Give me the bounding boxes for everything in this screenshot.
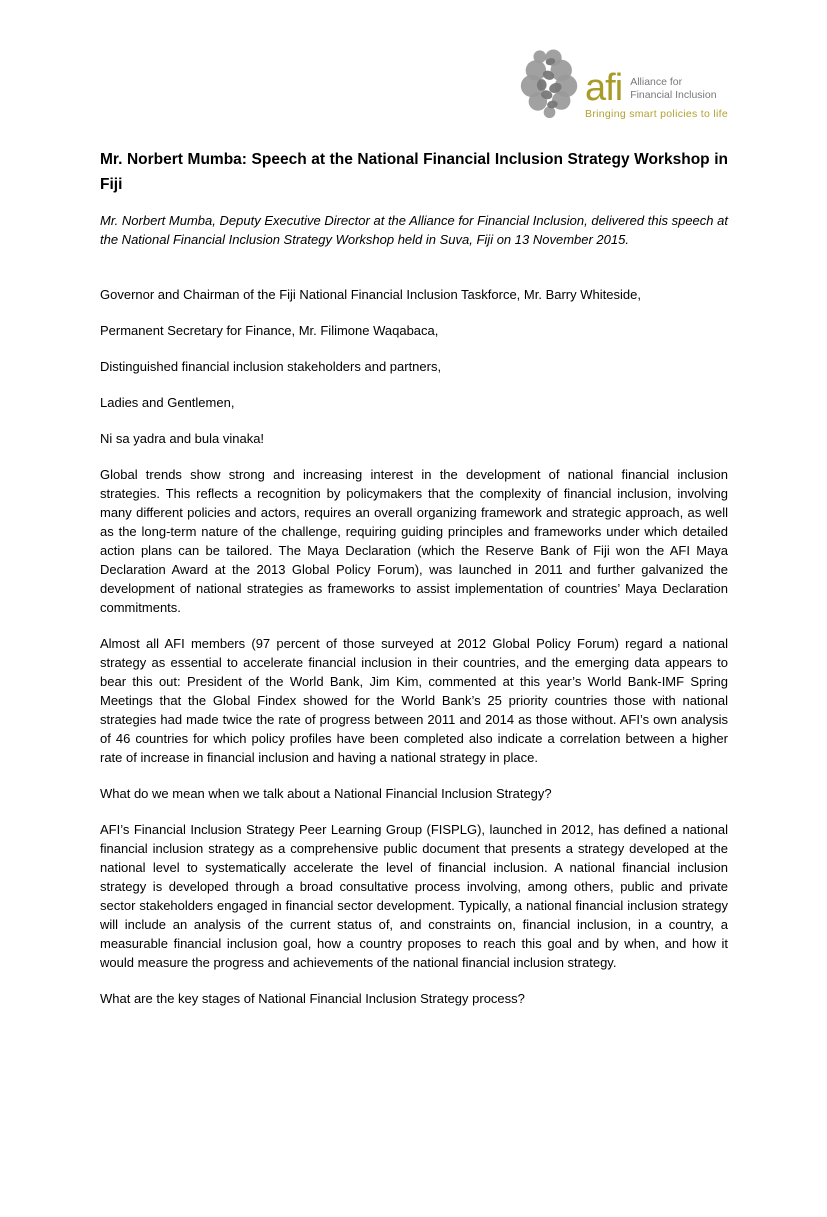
byline: Mr. Norbert Mumba, Deputy Executive Director at the Alliance for Financial Inclusion, delivered this speech at the National Financial Inclusion Strategy Workshop held in Suva, Fiji on 13 November 2015. bbox=[100, 213, 728, 247]
salutation-line-3: Distinguished financial inclusion stakeholders and partners, bbox=[100, 359, 442, 374]
speech-document bbox=[100, 147, 728, 1008]
salutation-line-5: Ni sa yadra and bula vinaka! bbox=[100, 431, 265, 446]
afi-slogan: Bringing smart policies to life bbox=[585, 108, 728, 120]
afi-org-name-line1: Alliance for bbox=[630, 76, 683, 88]
afi-org-name-line2: Financial Inclusion bbox=[630, 88, 717, 101]
afi-logo bbox=[100, 48, 728, 120]
question-what-do-we-mean: What do we mean when we talk about a National Financial Inclusion Strategy? bbox=[100, 786, 552, 801]
salutation-line-2: Permanent Secretary for Finance, Mr. Filimone Waqabaca, bbox=[100, 323, 439, 338]
page-title: Mr. Norbert Mumba: Speech at the National Financial Inclusion Strategy Workshop in Fiji bbox=[100, 151, 728, 193]
salutation-line-1: Governor and Chairman of the Fiji National Financial Inclusion Taskforce, Mr. Barry Whiteside, bbox=[100, 287, 641, 302]
paragraph-fisplg-definition: AFI’s Financial Inclusion Strategy Peer Learning Group (FISPLG), launched in 2012, has defined a national financial inclusion strategy as a comprehensive public document that presents a strategy developed at the national level to systematically accelerate the level of financial inclusion. A national financial inclusion strategy is developed through a broad consultative process involving, among others, public and private sector stakeholders engaged in financial sector development. Typically, a national financial inclusion strategy will include an analysis of the current status of, and constraints on, financial inclusion, in a country, a measurable financial inclusion goal, how a country proposes to reach this goal and by when, and how it would measure the progress and achievements of the national financial inclusion strategy. bbox=[100, 822, 728, 970]
question-key-stages: What are the key stages of National Financial Inclusion Strategy process? bbox=[100, 991, 525, 1006]
afi-wordmark: afi bbox=[585, 67, 623, 109]
paragraph-global-trends: Global trends show strong and increasing interest in the development of national financial inclusion strategies. This reflects a recognition by policymakers that the complexity of financial inclusion, involving many different policies and actors, requires an overall organizing framework and strategic approach, as well as the long-term nature of the challenge, requiring guiding principles and frameworks under which detailed action plans can be tailored. The Maya Declaration (which the Reserve Bank of Fiji won the AFI Maya Declaration Award at the 2013 Global Policy Forum), was launched in 2011 and further galvanized the development of national strategies as frameworks to assist implementation of countries’ Maya Declaration commitments. bbox=[100, 467, 728, 615]
paragraph-afi-members: Almost all AFI members (97 percent of those surveyed at 2012 Global Policy Forum) regard a national strategy as essential to accelerate financial inclusion in their countries, and the emerging data appears to bear this out: President of the World Bank, Jim Kim, commented at this year’s World Bank-IMF Spring Meetings that the Global Findex showed for the World Bank’s 25 priority countries those with national strategies had made twice the rate of progress between 2011 and 2014 as those without. AFI’s own analysis of 46 countries for which policy profiles have been completed also indicate a correlation between a higher rate of increase in financial inclusion and having a national strategy in place. bbox=[100, 636, 728, 765]
afi-org-name bbox=[630, 76, 716, 103]
document-page bbox=[0, 48, 827, 1217]
afi-logo-row bbox=[585, 67, 717, 109]
afi-brain-logo-icon bbox=[520, 48, 581, 120]
salutation-line-4: Ladies and Gentlemen, bbox=[100, 395, 235, 410]
afi-logo-text bbox=[585, 67, 728, 120]
